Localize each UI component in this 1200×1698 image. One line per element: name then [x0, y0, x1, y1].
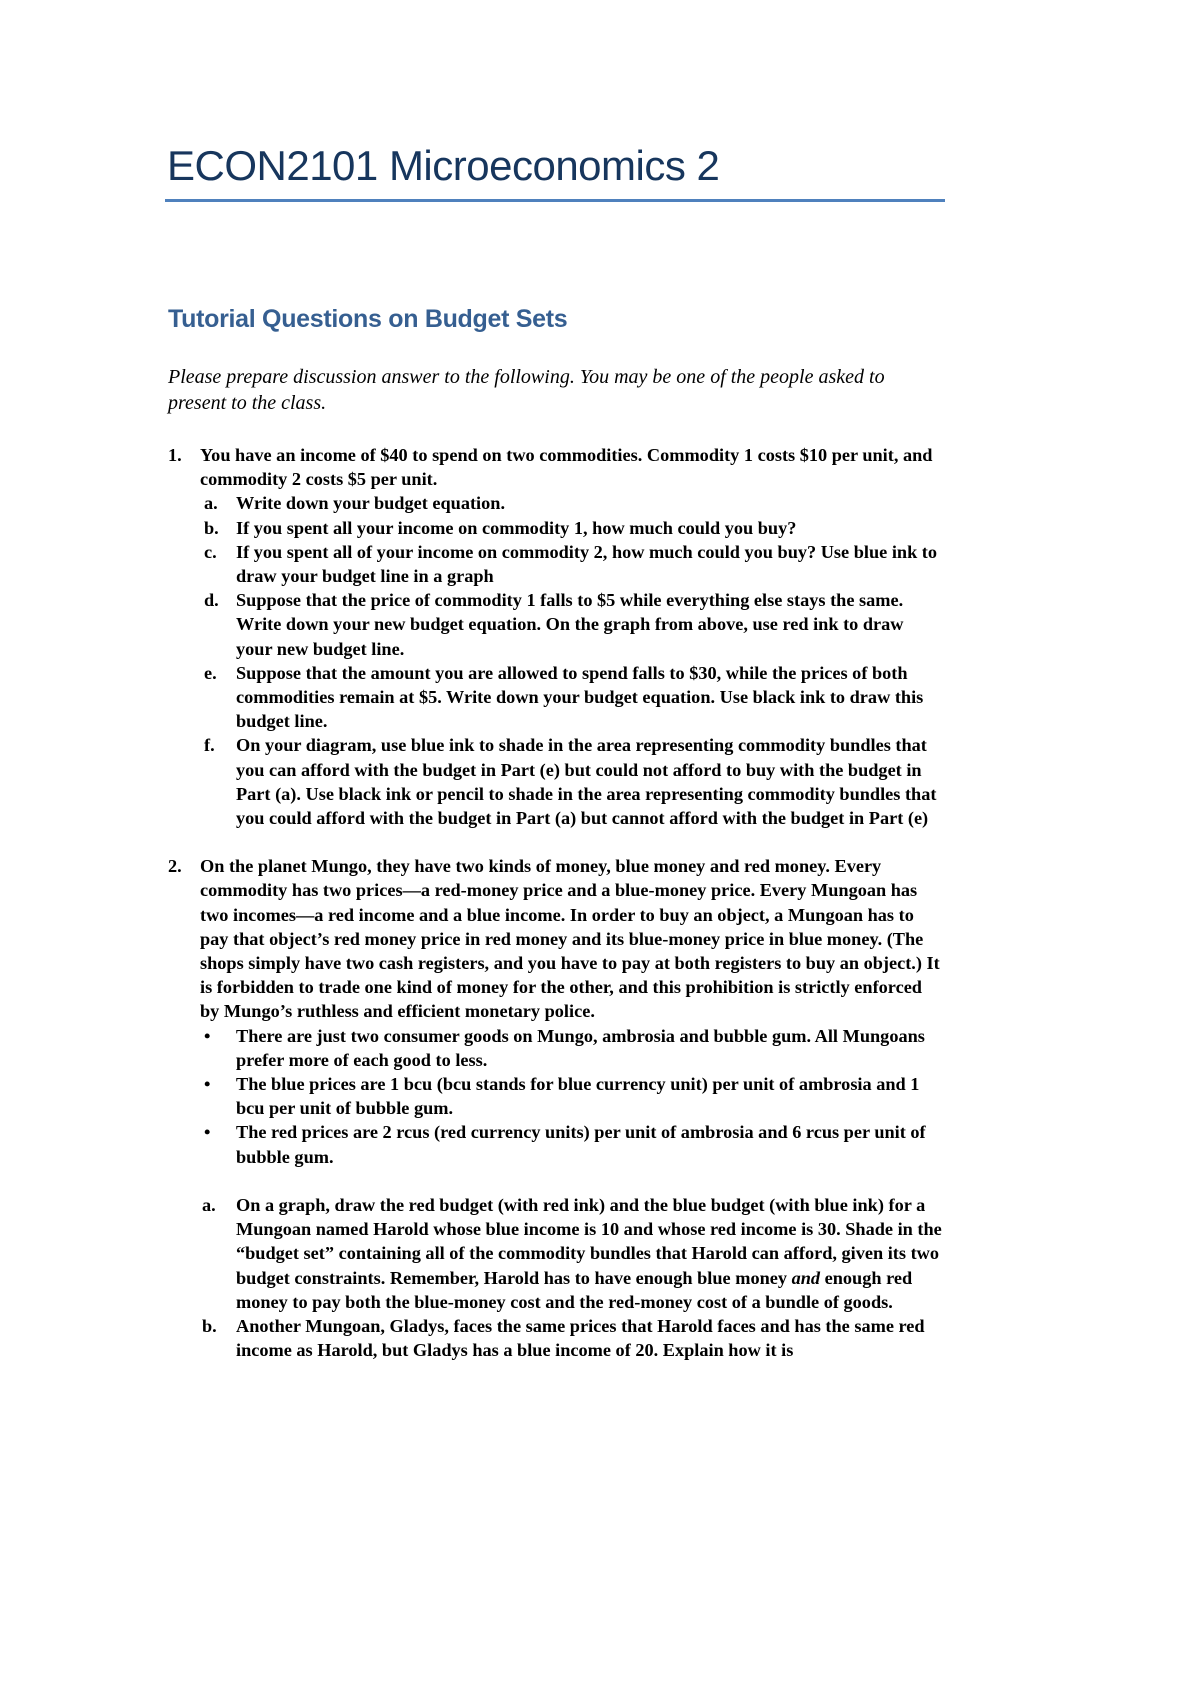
question-2 [168, 854, 943, 1362]
bullet-icon: • [204, 1122, 211, 1143]
question-number: 2. [168, 856, 182, 877]
bullet-icon: • [204, 1074, 211, 1095]
bullet-item [200, 1072, 943, 1120]
part-label: f. [204, 735, 215, 756]
spacer [200, 1169, 943, 1193]
bullet-text: There are just two consumer goods on Mungo, ambrosia and bubble gum. All Mungoans prefer more of each good to less. [236, 1025, 925, 1070]
question-part [200, 1193, 943, 1314]
part-label: d. [204, 590, 219, 611]
question-part [200, 1314, 943, 1362]
part-label: e. [204, 662, 217, 683]
part-text: Another Mungoan, Gladys, faces the same prices that Harold faces and has the same red income as Harold, but Gladys has a blue income of 20. Explain how it is [236, 1315, 925, 1361]
part-text: Suppose that the price of commodity 1 falls to $5 while everything else stays the same. Write down your new budget equation. On the graph from above, use red ink to draw your new budget line. [236, 590, 904, 659]
question-part [168, 516, 943, 540]
bullet-item [200, 1120, 943, 1168]
question-text: You have an income of $40 to spend on two commodities. Commodity 1 costs $10 per unit, and commodity 2 costs $5 per unit. [200, 445, 933, 490]
question-part [168, 733, 943, 830]
part-label: c. [204, 541, 217, 562]
part-label: a. [202, 1194, 216, 1215]
bullet-text: The red prices are 2 rcus (red currency units) per unit of ambrosia and 6 rcus per unit of bubble gum. [236, 1122, 926, 1167]
part-label: b. [204, 517, 219, 538]
part-text: On your diagram, use blue ink to shade in the area representing commodity bundles that you can afford with the budget in Part (e) but could not afford to buy with the budget in Part (a). Use black ink or pencil to shade in the area representing commodity bundles that you could afford with the budget in Part (a) but cannot afford with the budget in Part (e) [236, 735, 937, 829]
emphasis: and [791, 1267, 821, 1288]
question-part [168, 491, 943, 515]
part-text: If you spent all of your income on commodity 2, how much could you buy? Use blue ink to draw your budget line in a graph [236, 541, 938, 587]
bullet-item [200, 1024, 943, 1072]
question-1-parts [168, 491, 943, 830]
question-part [168, 661, 943, 734]
intro-paragraph: Please prepare discussion answer to the following. You may be one of the people asked to present to the class. [168, 366, 885, 414]
question-part [168, 588, 943, 661]
document-title: ECON2101 Microeconomics 2 [167, 142, 720, 189]
part-text: On a graph, draw the red budget (with red ink) and the blue budget (with blue ink) for a Mungoan named Harold whose blue income is 10 and whose red income is 30. Shade in the “budget set” containing all of the commodity bundles that Harold can afford, given its two budget constraints. Remember, Harold has to have enough blue money [236, 1194, 942, 1288]
title-divider [165, 199, 945, 202]
bullet-text: The blue prices are 1 bcu (bcu stands for blue currency unit) per unit of ambrosia and 1 bcu per unit of bubble gum. [236, 1074, 920, 1119]
part-label: a. [204, 493, 218, 514]
question-text: On the planet Mungo, they have two kinds of money, blue money and red money. Every commodity has two prices—a red-money price and a blue-money price. Every Mungoan has two incomes—a red income and a blue income. In order to buy an object, a Mungoan has to pay that object’s red money price in red money and its blue-money price in blue money. (The shops simply have two cash registers, and you have to pay at both registers to buy an object.) It is forbidden to trade one kind of money for the other, and this prohibition is strictly enforced by Mungo’s ruthless and efficient monetary police. [200, 856, 940, 1022]
part-text: Write down your budget equation. [236, 493, 506, 514]
part-label: b. [202, 1315, 217, 1336]
part-text: enough red money to pay both the blue-money cost and the red-money cost of a bundle of goods. [236, 1267, 913, 1312]
section-heading: Tutorial Questions on Budget Sets [168, 305, 568, 333]
part-text: Suppose that the amount you are allowed to spend falls to $30, while the prices of both commodities remain at $5. Write down your budget equation. Use black ink to draw this budget line. [236, 662, 924, 732]
question-list [168, 443, 943, 1362]
part-text: If you spent all your income on commodity 1, how much could you buy? [236, 517, 797, 538]
question-number: 1. [168, 445, 182, 465]
question-1 [168, 443, 943, 491]
question-part [168, 540, 943, 588]
bullet-icon: • [204, 1025, 211, 1046]
